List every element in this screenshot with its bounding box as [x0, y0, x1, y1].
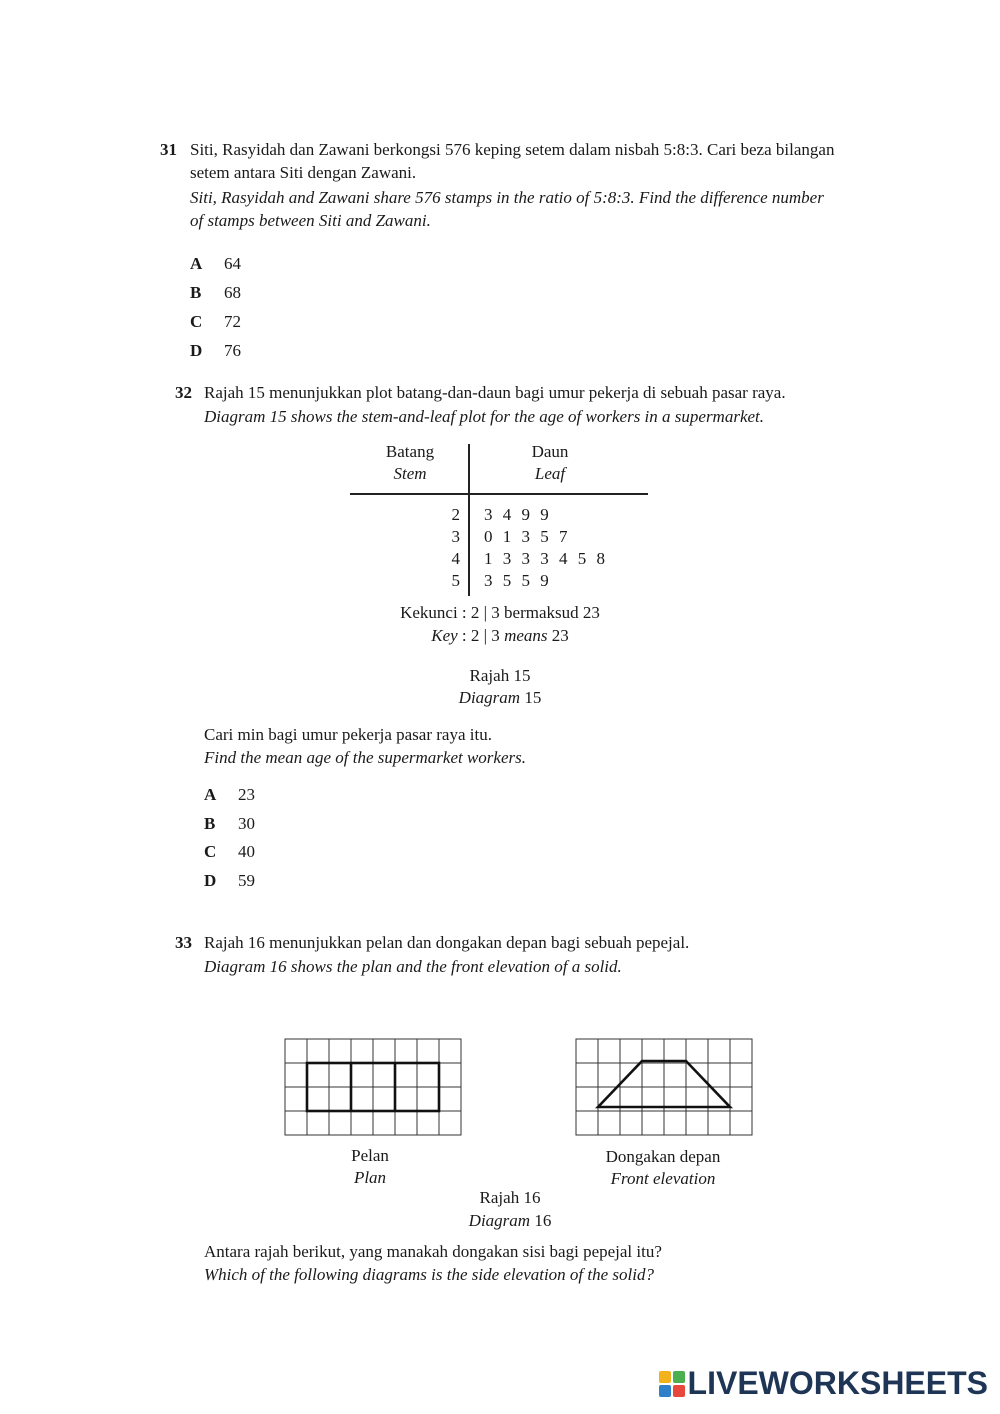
leaf-values: 3 5 5 9: [484, 571, 552, 590]
stem-value: 2: [451, 505, 460, 524]
diagram-16-caption-malay: Rajah 16: [479, 1188, 541, 1207]
question-33-ask-english: Which of the following diagrams is the side elevation of the solid?: [204, 1265, 654, 1284]
front-elevation-grid: [576, 1039, 752, 1135]
stem-divider: [468, 444, 470, 596]
diagram-16-caption-english: Diagram 16: [468, 1211, 552, 1230]
question-32-english: Diagram 15 shows the stem-and-leaf plot for the age of workers in a supermarket.: [204, 407, 765, 426]
question-32-ask-malay: Cari min bagi umur pekerja pasar raya itu.: [204, 725, 492, 744]
diagram-15-caption-english: Diagram 15: [458, 688, 542, 707]
leaf-values: 3 4 9 9: [484, 505, 552, 524]
q31-option-d[interactable]: D 76: [190, 341, 241, 360]
q32-option-a[interactable]: A 23: [204, 785, 255, 804]
stem-header-english: Stem: [393, 464, 427, 483]
plot-key-english: Key : 2 | 3 means 23: [431, 626, 569, 645]
q31-option-b[interactable]: B 68: [190, 283, 241, 302]
question-number-31: 31: [160, 140, 177, 159]
stem-leaf-plot: [350, 440, 650, 600]
stem-value: 4: [451, 549, 460, 568]
plan-label-malay: Pelan: [351, 1146, 389, 1165]
question-33-ask-malay: Antara rajah berikut, yang manakah dongakan sisi bagi pepejal itu?: [204, 1242, 662, 1261]
front-elevation-diagram: [575, 1038, 753, 1136]
question-33-english: Diagram 16 shows the plan and the front elevation of a solid.: [204, 957, 622, 976]
question-31-malay: Siti, Rasyidah dan Zawani berkongsi 576 keping setem dalam nisbah 5:8:3. Cari beza bilangan setem antara Siti dengan Zawani.: [190, 140, 835, 182]
question-31-english: Siti, Rasyidah and Zawani share 576 stamps in the ratio of 5:8:3. Find the difference number of stamps between Siti and Zawani.: [190, 188, 824, 230]
q32-option-d[interactable]: D 59: [204, 871, 255, 890]
liveworksheets-icon: [659, 1371, 685, 1397]
leaf-header-malay: Daun: [531, 442, 569, 461]
question-33-malay: Rajah 16 menunjukkan pelan dan dongakan depan bagi sebuah pepejal.: [204, 933, 690, 952]
plot-key-malay: Kekunci : 2 | 3 bermaksud 23: [400, 603, 600, 622]
plan-grid: [285, 1039, 461, 1135]
q32-option-b[interactable]: B 30: [204, 814, 255, 833]
leaf-values: 0 1 3 5 7: [484, 527, 571, 546]
question-32-ask-english: Find the mean age of the supermarket workers.: [204, 748, 526, 767]
front-label-english: Front elevation: [610, 1169, 716, 1188]
q31-option-a[interactable]: A 64: [190, 254, 241, 273]
diagram-15-caption-malay: Rajah 15: [469, 666, 531, 685]
question-32-malay: Rajah 15 menunjukkan plot batang-dan-daun bagi umur pekerja di sebuah pasar raya.: [204, 383, 786, 402]
header-divider: [350, 493, 648, 495]
stem-header-malay: Batang: [385, 442, 435, 461]
stem-value: 3: [451, 527, 460, 546]
q31-option-c[interactable]: C 72: [190, 312, 241, 331]
question-number-33: 33: [175, 933, 192, 952]
plan-label-english: Plan: [353, 1168, 387, 1187]
question-number-32: 32: [175, 383, 192, 402]
leaf-header-english: Leaf: [534, 464, 566, 483]
q32-option-c[interactable]: C 40: [204, 842, 255, 861]
leaf-values: 1 3 3 3 4 5 8: [484, 549, 608, 568]
plan-diagram: [284, 1038, 462, 1136]
front-label-malay: Dongakan depan: [605, 1147, 721, 1166]
liveworksheets-logo: LIVEWORKSHEETS: [659, 1365, 988, 1402]
stem-value: 5: [451, 571, 460, 590]
